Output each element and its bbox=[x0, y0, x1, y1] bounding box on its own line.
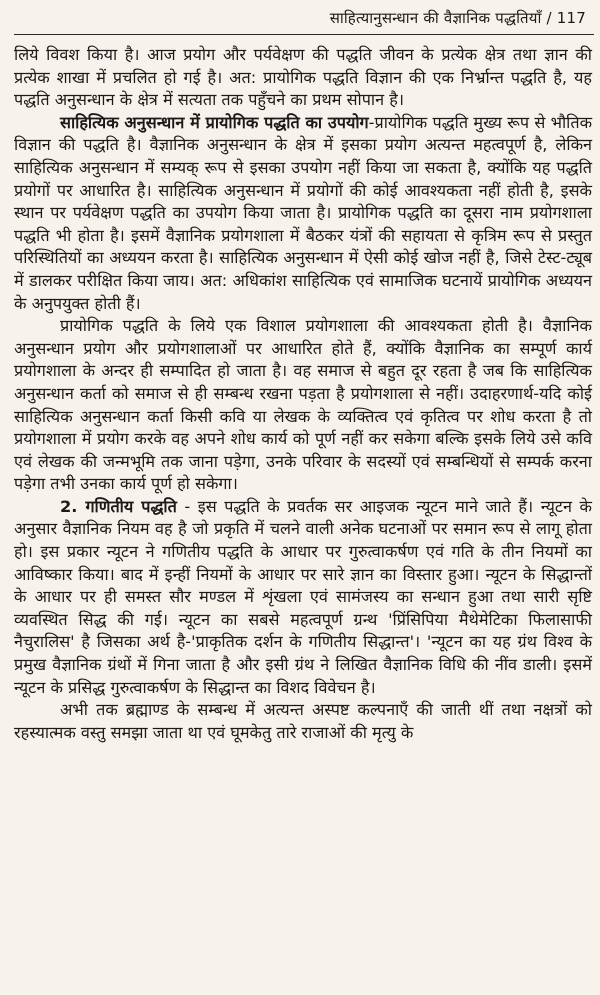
body-text bbox=[14, 44, 592, 744]
paragraph-1: लिये विवश किया है। आज प्रयोग और पर्यवेक्षण की पद्धति जीवन के प्रत्येक क्षेत्र तथा ज्ञान की प्रत्येक शाखा में प्रचलित हो गई है। अत: प्रायोगिक पद्धति विज्ञान की एक निर्भ्रान्त पद्धति है, यह पद्धति अनुसन्धान के क्षेत्र में सत्यता तक पहुँचने का प्रथम सोपान है। bbox=[14, 45, 592, 110]
section-heading-mathematical-method: 2. गणितीय पद्धति bbox=[60, 496, 177, 516]
section-heading-experimental-method: साहित्यिक अनुसन्धान में प्रायोगिक पद्धति का उपयोग bbox=[60, 112, 369, 132]
paragraph-2 bbox=[14, 112, 592, 315]
paragraph-2-body: -प्रायोगिक पद्धति मुख्य रूप से भौतिक विज्ञान की पद्धति है। वैज्ञानिक अनुसन्धान के क्षेत्र में इसका प्रयोग अत्यन्त महत्वपूर्ण है, लेकिन साहित्यिक अनुसन्धान में सम्यक् रूप से इसका उपयोग नहीं किया जा सकता है, क्योंकि यह पद्धति प्रयोगों पर आधारित है। साहित्यिक अनुसन्धान में प्रयोगों की कोई आवश्यकता नहीं होती है, इसके स्थान पर पर्यवेक्षण पद्धति का उपयोग किया जाता है। प्रायोगिक पद्धति का दूसरा नाम प्रयोगशाला पद्धति भी होता है। इसमें वैज्ञानिक प्रयोगशाला में बैठकर यंत्रों की सहायता से कृत्रिम रूप से प्रस्तुत परिस्थितियों का अध्ययन करता है। साहित्यिक अनुसन्धान में ऐसी कोई खोज नहीं है, जिसे टेस्ट-ट्यूब में डालकर परीक्षित किया जाय। अत: अधिकांश साहित्यिक एवं सामाजिक घटनायें प्रायोगिक अध्ययन के अनुपयुक्त होती हैं। bbox=[14, 112, 593, 313]
paragraph-3: प्रायोगिक पद्धति के लिये एक विशाल प्रयोगशाला की आवश्यकता होती है। वैज्ञानिक अनुसन्धान प्रयोग और प्रयोगशालाओं पर आधारित होते हैं, क्योंकि वैज्ञानिक का सम्पूर्ण कार्य प्रयोगशाला के अन्दर ही सम्पादित हो जाता है। वह समाज से बहुत दूर रहता है जब कि साहित्यिक अनुसन्धान कर्ता को समाज से ही सम्बन्ध रखना पड़ता है प्रयोगशाला से नहीं। उदाहरणार्थ-यदि कोई साहित्यिक अनुसन्धान कर्ता किसी कवि या लेखक के व्यक्तित्व एवं कृतित्व पर शोध करता है तो प्रयोगशाला में प्रयोग करके वह अपने शोध कार्य को पूर्ण नहीं कर सकेगा बल्कि इसके लिये उसे कवि एवं लेखक की जन्मभूमि तक जाना पड़ेगा, उनके परिवार के सदस्यों एवं सम्बन्धियों से सम्पर्क करना पड़ेगा तभी उनका कार्य पूर्ण हो सकेगा। bbox=[14, 316, 592, 494]
paragraph-5: अभी तक ब्रह्माण्ड के सम्बन्ध में अत्यन्त अस्पष्ट कल्पनाएँ की जाती थीं तथा नक्षत्रों को रहस्यात्मक वस्तु समझा जाता था एवं घूमकेतु तारे राजाओं की मृत्यु के bbox=[14, 700, 592, 742]
header-separator: / bbox=[546, 9, 552, 27]
page-number: 117 bbox=[556, 9, 586, 27]
running-header bbox=[330, 8, 586, 28]
running-title: साहित्यानुसन्धान की वैज्ञानिक पद्धतियाँ bbox=[329, 9, 542, 27]
header-rule bbox=[14, 34, 594, 35]
paragraph-4-body: - इस पद्धति के प्रवर्तक सर आइजक न्यूटन माने जाते हैं। न्यूटन के अनुसार वैज्ञानिक नियम वह है जो प्रकृति में चलने वाली अनेक घटनाओं पर समान रूप से लागू होता हो। इस प्रकार न्यूटन ने गणितीय पद्धति के आधार पर गुरुत्वाकर्षण एवं गति के तीन नियमों का आविष्कार किया। बाद में इन्हीं नियमों के आधार पर सारे ज्ञान का विस्तार हुआ। न्यूटन के सिद्धान्तों के आधार पर ही समस्त सौर मण्डल में शृंखला एवं सामंजस्य का सन्धान हुआ तथा सारी सृष्टि व्यवस्थित सिद्ध की गई। न्यूटन का सबसे महत्वपूर्ण ग्रन्थ 'प्रिंसिपिया मैथेमेटिका फिलासाफी नैचुरालिस' है जिसका अर्थ है-'प्राकृतिक दर्शन के गणितीय सिद्धान्त'। 'न्यूटन का यह ग्रंथ विश्व के प्रमुख वैज्ञानिक ग्रंथों में गिना जाता है और इसी ग्रंथ ने लिखित वैज्ञानिक विधि की नींव डाली। इसमें न्यूटन के प्रसिद्ध गुरुत्वाकर्षण के सिद्धान्त का विशद विवेचन है। bbox=[14, 496, 592, 697]
paragraph-4 bbox=[14, 496, 592, 699]
